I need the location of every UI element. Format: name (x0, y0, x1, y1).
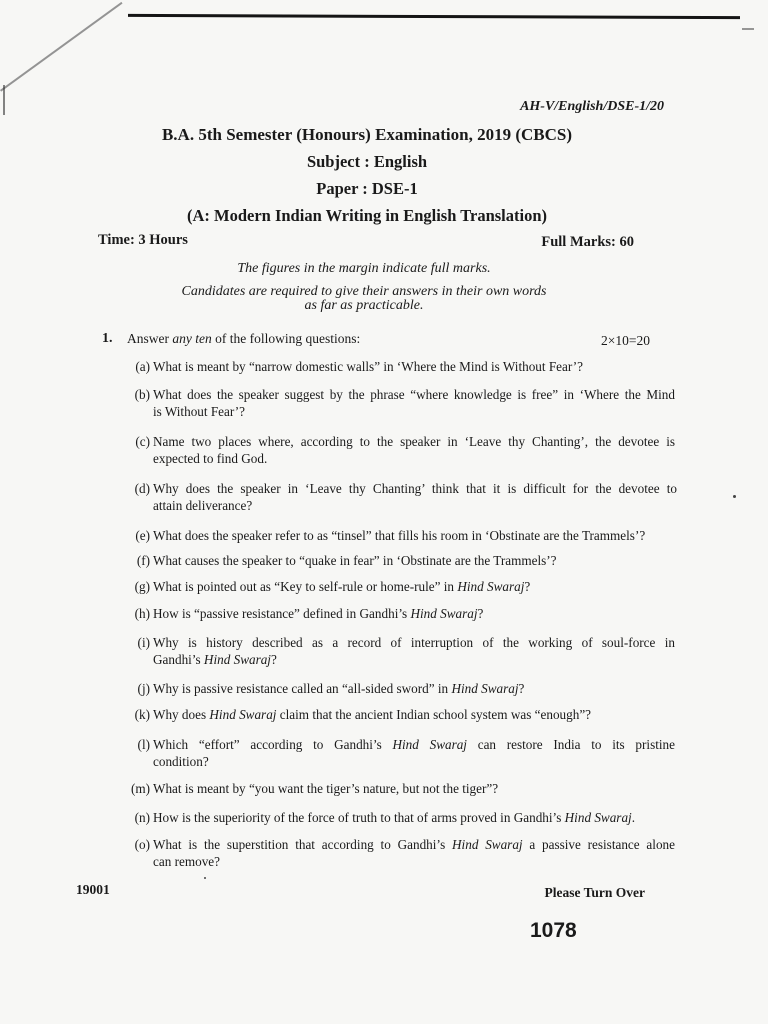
question-item-label: (o) (134, 837, 150, 852)
question-item-label: (c) (135, 434, 150, 449)
question-item-line-2: can remove? (153, 854, 220, 869)
question-item-text (153, 809, 675, 826)
question-marks: 2×10=20 (601, 333, 650, 348)
question-prompt (127, 331, 360, 347)
question-item-text (153, 780, 675, 797)
question-item-line-1: How is “passive resistance” defined in Gandhi’s Hind Swaraj? (153, 606, 484, 621)
question-item-line-1: What is the superstition that according to Gandhi’s Hind Swaraj a passive resistance alone (153, 837, 675, 852)
question-item-line-1: What is meant by “you want the tiger’s nature, but not the tiger”? (153, 781, 499, 796)
question-item-label: (e) (135, 528, 150, 543)
handwritten-page-count: 1078 (530, 919, 577, 942)
question-item-label: (k) (134, 707, 150, 722)
question-item-text (153, 433, 675, 467)
question-item-label: (m) (130, 781, 150, 796)
question-item-line-2: attain deliverance? (153, 498, 253, 513)
scan-corner-fold (0, 2, 123, 92)
prompt-emphasis: any ten (172, 331, 212, 346)
question-item-label: (d) (134, 481, 150, 496)
question-item-text (153, 680, 675, 697)
question-item-text (153, 605, 675, 622)
question-item-line-1: Name two places where, according to the speaker in ‘Leave thy Chanting’, the devotee is (153, 434, 675, 449)
question-item-line-1: Which “effort” according to Gandhi’s Hind Swaraj can restore India to its pristine (153, 737, 675, 752)
question-item-line-1: What does the speaker suggest by the phrase “where knowledge is free” in ‘Where the Mind (153, 387, 675, 402)
question-item-line-1: Why is history described as a record of interruption of the working of soul-force in (153, 635, 675, 650)
question-item-text (153, 836, 675, 870)
question-item-line-1: Why does the speaker in ‘Leave thy Chanting’ think that it is difficult for the devotee to (153, 481, 677, 496)
question-item-line-1: What is meant by “narrow domestic walls” in ‘Where the Mind is Without Fear’? (153, 359, 584, 374)
question-item-label: (i) (137, 635, 150, 650)
question-item-line-1: What does the speaker refer to as “tinsel” that fills his room in ‘Obstinate are the Trammels’? (153, 528, 646, 543)
question-item-text (153, 552, 675, 569)
question-item-label: (b) (134, 387, 150, 402)
scan-right-mark (742, 28, 754, 30)
question-item-text (153, 480, 677, 514)
question-item-line-1: How is the superiority of the force of truth to that of arms proved in Gandhi’s Hind Swaraj. (153, 810, 635, 825)
question-item-line-1: What causes the speaker to “quake in fear” in ‘Obstinate are the Trammels’? (153, 553, 557, 568)
question-item-label: (l) (137, 737, 150, 752)
question-item-text (153, 527, 675, 544)
question-item-text (153, 706, 675, 723)
question-item-label: (f) (136, 553, 150, 568)
question-item-label: (j) (137, 681, 150, 696)
subject-heading: Subject : English (306, 152, 428, 171)
question-item-line-2: Gandhi’s Hind Swaraj? (153, 652, 277, 667)
question-item-text (153, 386, 675, 420)
question-item-line-2: expected to find God. (153, 451, 268, 466)
footer-code: 19001 (76, 882, 110, 897)
scan-speck (733, 495, 736, 498)
full-marks: Full Marks: 60 (541, 234, 634, 250)
scan-left-mark (3, 85, 5, 115)
instruction-line-3: as far as practicable. (304, 298, 424, 313)
paper-heading: Paper : DSE-1 (316, 179, 418, 198)
question-item-line-1: Why is passive resistance called an “all-sided sword” in Hind Swaraj? (153, 681, 525, 696)
prompt-pre: Answer (127, 331, 173, 346)
question-item-line-1: What is pointed out as “Key to self-rule or home-rule” in Hind Swaraj? (153, 579, 531, 594)
question-item-text (153, 578, 675, 595)
section-heading: (A: Modern Indian Writing in English Translation) (186, 206, 548, 225)
paper-code: AH-V/English/DSE-1/20 (520, 99, 664, 114)
please-turn-over: Please Turn Over (544, 885, 645, 900)
time-allowed: Time: 3 Hours (98, 232, 188, 248)
exam-title: B.A. 5th Semester (Honours) Examination, 2019 (CBCS) (161, 125, 573, 144)
question-item-text (153, 358, 675, 375)
question-item-line-2: condition? (153, 754, 209, 769)
question-number: 1. (102, 331, 113, 346)
instruction-line-1: The figures in the margin indicate full marks. (237, 261, 491, 276)
question-item-label: (h) (134, 606, 150, 621)
question-item-line-2: is Without Fear’? (153, 404, 246, 419)
question-item-text (153, 634, 675, 668)
question-item-label: (a) (135, 359, 150, 374)
question-item-label: (g) (134, 579, 150, 594)
instruction-line-2: Candidates are required to give their answers in their own words (181, 284, 547, 299)
question-item-label: (n) (134, 810, 150, 825)
scan-speck (204, 877, 206, 879)
question-item-line-1: Why does Hind Swaraj claim that the ancient Indian school system was “enough”? (153, 707, 592, 722)
question-item-text (153, 736, 675, 770)
scan-top-edge (128, 14, 740, 19)
prompt-post: of the following questions: (211, 331, 361, 346)
